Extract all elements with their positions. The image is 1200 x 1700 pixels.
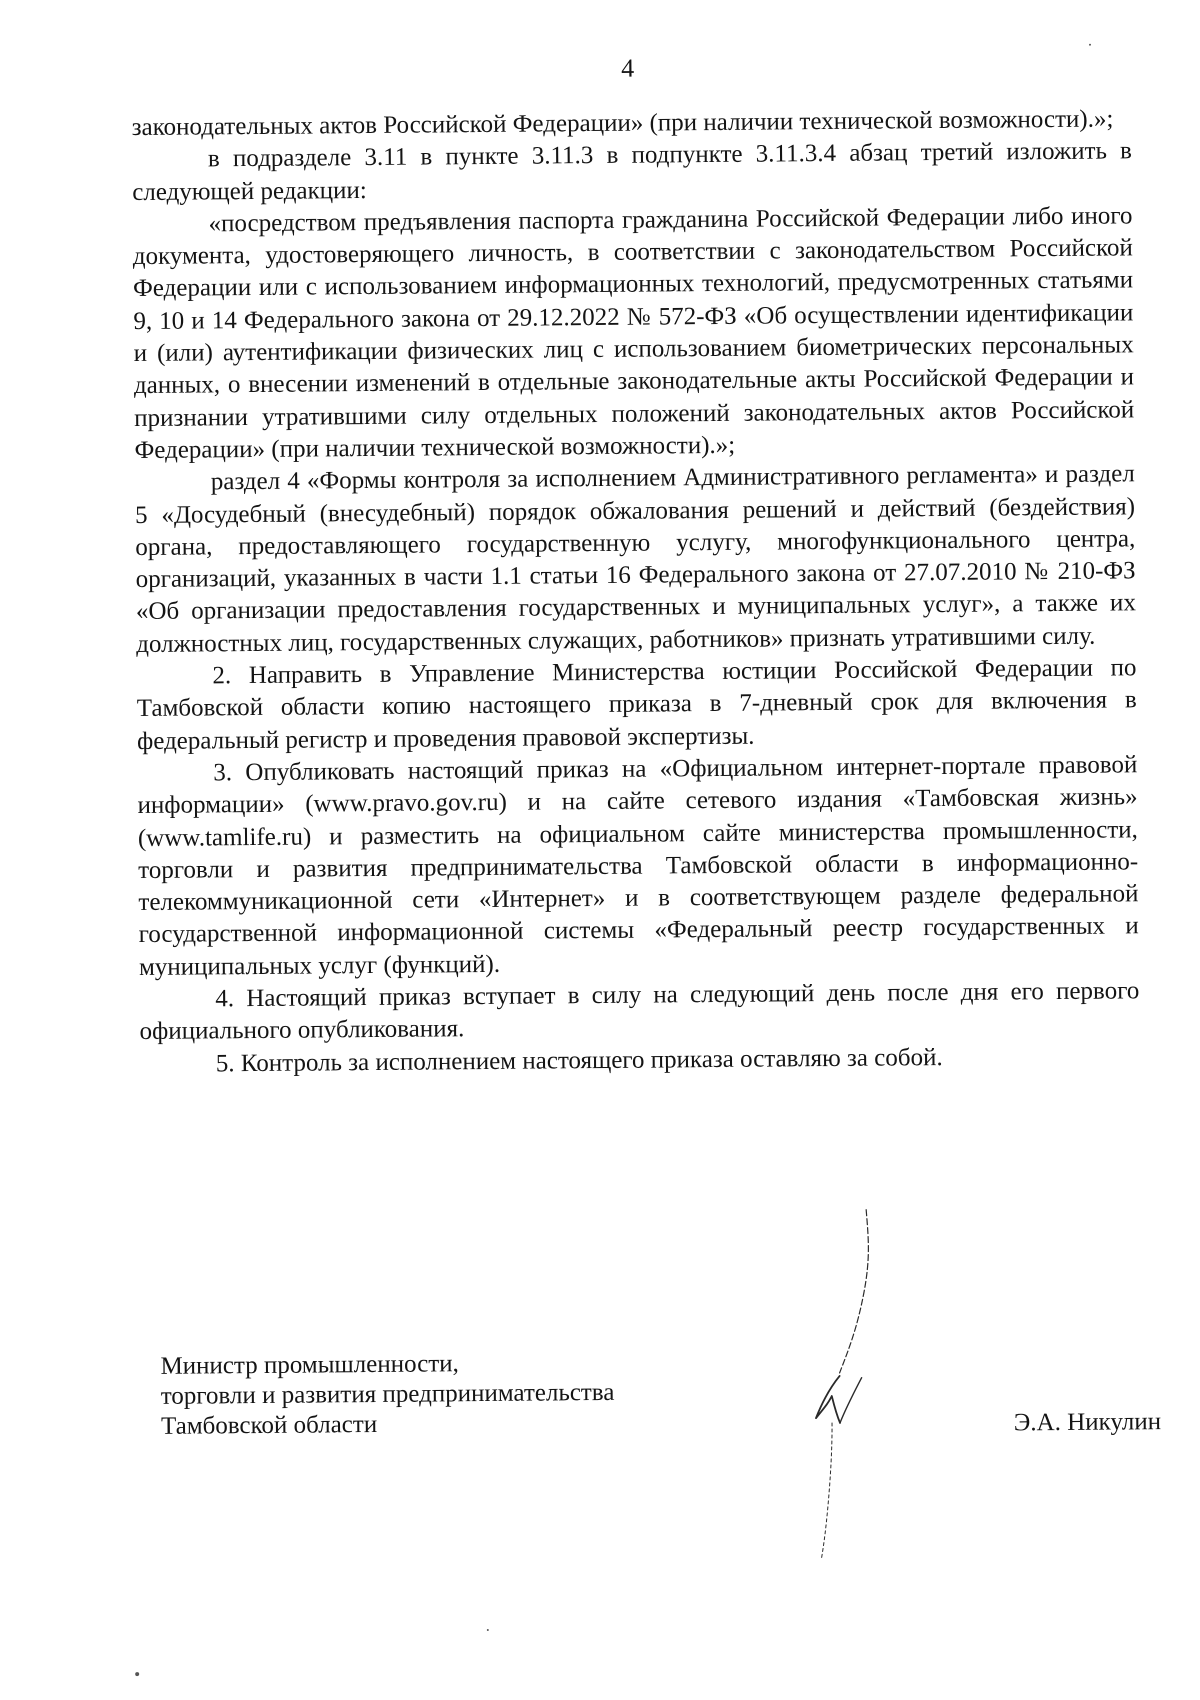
signer-position-line: Тамбовской области (160, 1410, 378, 1440)
paragraph: раздел 4 «Формы контроля за исполнением Административного регламента» и раздел 5 «Досудебный (внесудебный) порядок обжалования решений и действий (бездействия) органа, предоставляющего государственную услугу, многофункционального центра, организаций, указанных в части 1.1 статьи 16 Федерального закона от 27.07.2010 № 210-ФЗ «Об организации предоставления государственных и муниципальных услуг», а также их должностных лиц, государственных служащих, работников» признать утратившими силу. (134, 460, 1137, 658)
page-number: 4 (621, 53, 635, 83)
scan-speck (1089, 44, 1091, 46)
signature-block (160, 1343, 1161, 1442)
signer-name: Э.А. Никулин (1013, 1408, 1162, 1437)
signer-position-line: торговли и развития предпринимательства (160, 1378, 615, 1410)
paragraph: «посредством предъявления паспорта гражданина Российской Федерации либо иного документа, удостоверяющего личность, в соответствии с законодательством Российской Федерации или с использованием информационных технологий, предусмотренных статьями 9, 10 и 14 Федерального закона от 29.12.2022 № 572-ФЗ «Об осуществлении идентификации и (или) аутентификации физических лиц с использованием биометрических персональных данных, о внесении изменений в отдельные законодательные акты Российской Федерации и признании утратившими силу отдельных положений законодательных актов Российской Федерации» (при наличии технической возможности).»; (132, 202, 1135, 465)
document-body (132, 103, 1140, 1081)
paragraph: 2. Направить в Управление Министерства юстиции Российской Федерации по Тамбовской области копию настоящего приказа в 7-дневный срок для включения в федеральный регистр и проведения правовой экспертизы. (136, 654, 1137, 755)
paragraph: 5. Контроль за исполнением настоящего приказа оставляю за собой. (215, 1043, 943, 1077)
paragraph: законодательных актов Российской Федерации» (при наличии технической возможности).»; (131, 105, 1114, 142)
paragraph: 3. Опубликовать настоящий приказ на «Официальном интернет-портале правовой информации» (www.pravo.gov.ru) и на сайте сетевого издания «Тамбовская жизнь» (www.tamlife.ru) и разместить на официальном сайте министерства промышленности, торговли и развития предпринимательства Тамбовской области в информационно-телекоммуникационной сети «Интернет» и в соответствующем разделе федеральной государственной информационной системы «Федеральный реестр государственных и муниципальных услуг (функций). (137, 751, 1139, 981)
scan-speck (487, 1629, 489, 1631)
scan-speck (135, 1672, 139, 1676)
signer-position (160, 1343, 1161, 1442)
paragraph: в подразделе 3.11 в пункте 3.11.3 в подпункте 3.11.3.4 абзац третий изложить в следующей редакции: (132, 137, 1133, 206)
paragraph: 4. Настоящий приказ вступает в силу на следующий день после дня его первого официального опубликования. (139, 977, 1140, 1046)
signer-position-line: Министр промышленности, (160, 1350, 459, 1380)
handwritten-signature (808, 1207, 921, 1568)
